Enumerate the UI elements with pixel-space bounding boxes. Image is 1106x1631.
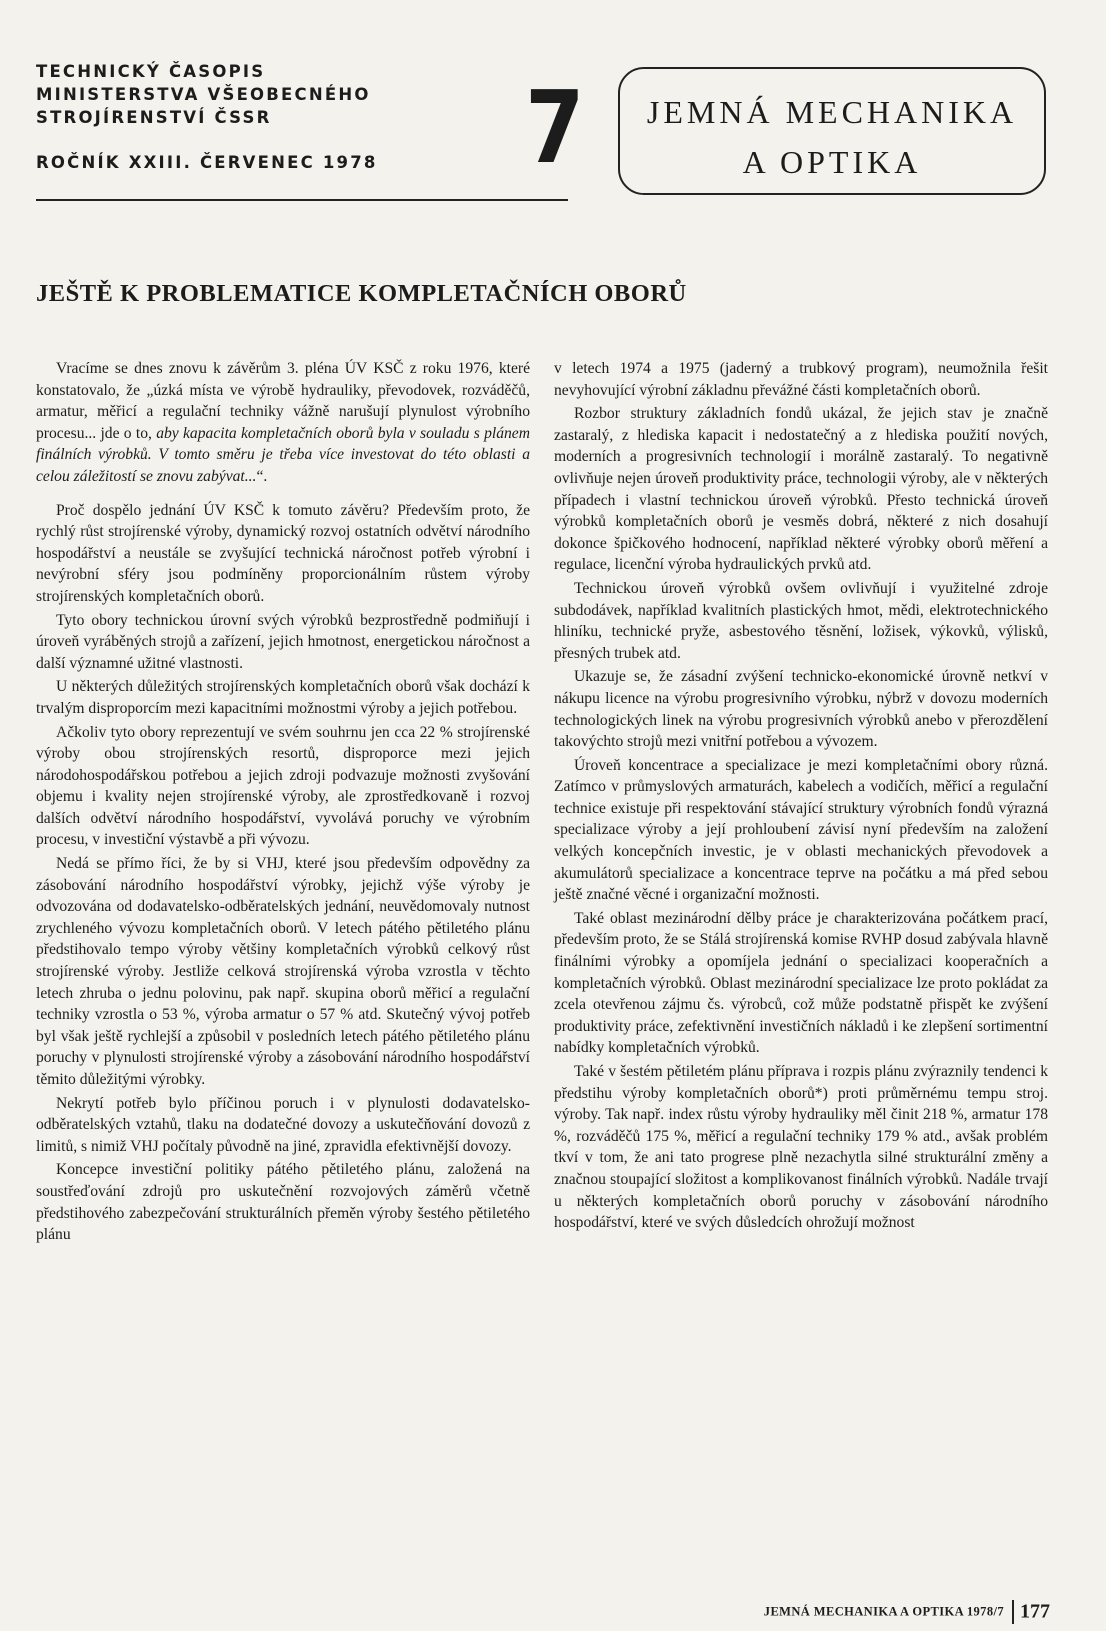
paragraph: Nekrytí potřeb bylo příčinou poruch i v plynulosti dodavatelsko-odběratelských vztahů, tlaku na dodatečné dovozy a uskutečňování dovozů z limitů, s nimiž VHJ počítaly původně na jiné, zpravidla efektivnější dovozy. bbox=[36, 1094, 530, 1155]
masthead-rule bbox=[36, 199, 568, 201]
journal-title-box bbox=[618, 67, 1046, 195]
publisher-line-1: TECHNICKÝ ČASOPIS bbox=[36, 62, 266, 81]
paragraph: Také oblast mezinárodní dělby práce je charakterizována počátkem prací, především proto, že se Stálá strojírenská komise RVHP dosud zabývala hlavně finálními výrobky a opomíjela jednání o specializaci kooperačních a kompletačních výrobků. Oblast mezinárodní specializace lze proto pokládat za zcela otevřenou zájmu čs. výrobců, což může podstatně přispět ke zvýšení produktivity práce, zefektivnění investičních nákladů i ke zlepšení sortimentní nabídky kompletačních výrobků. bbox=[554, 909, 1048, 1057]
intro-quote-italic: aby kapacita kompletačních oborů byla v souladu s plánem finálních výrobků. V tomto směru je třeba více investovat do této oblasti a celou záležitostí se znovu zabývat... bbox=[36, 424, 530, 485]
article-title: JEŠTĚ K PROBLEMATICE KOMPLETAČNÍCH OBORŮ bbox=[36, 280, 687, 307]
issue-number: 7 bbox=[525, 69, 585, 186]
intro-paragraph bbox=[36, 358, 530, 488]
paragraph: Technickou úroveň výrobků ovšem ovlivňují i využitelné zdroje subdodávek, například kvalitních plastických hmot, mědi, elektrotechnického hliníku, technické pryže, asbestového těsnění, ložisek, výkovků, výlisků, přesných trubek atd. bbox=[554, 579, 1048, 662]
journal-title-line-2: A OPTIKA bbox=[742, 144, 922, 180]
footer-journal: JEMNÁ MECHANIKA A OPTIKA 1978/7 bbox=[763, 1604, 1004, 1619]
paragraph: v letech 1974 a 1975 (jaderný a trubkový program), neumožnila řešit nevyhovující výrobní základnu převážné části kompletačních oborů. bbox=[554, 360, 1048, 399]
paragraph: Také v šestém pětiletém plánu příprava i rozpis plánu zvýraznily tendenci k předstihu výroby kompletačních oborů*) proti průměrnému tempu stroj. výroby. Tak např. index růstu výroby hydrauliky měl činit 218 %, armatur 178 %, rozváděčů 175 %, měřicí a regulační techniky 179 % atd., avšak problém tkví v tom, že ani tato progrese plně nezachytla silné strukturální změny a značnou stoupající složitost a komplikovanost finálních výrobků. Nadále trvají u některých kompletačních oborů poruchy v zásobování národního hospodářství, které ve svých důsledcích ohrožují možnost bbox=[554, 1063, 1048, 1232]
paragraph: Proč dospělo jednání ÚV KSČ k tomuto závěru? Především proto, že rychlý růst strojírenské výroby, dynamický rozvoj ostatních odvětví národního hospodářství a neustále se zvyšující technická náročnost potřeb výrobní i nevýrobní sféry jsou podmíněny proporcionálním růstem výroby strojírenských kompletačních oborů. bbox=[36, 501, 530, 605]
paragraph: Ačkoliv tyto obory reprezentují ve svém souhrnu jen cca 22 % strojírenské výroby obou strojírenských resortů, disproporce mezi jejich národohospodářskou potřebou a jejich zdroji podvazuje možnosti zvyšování objemu i kvality nejen strojírenské výroby, ale zprostředkovaně i rozvoj dalších odvětví národního hospodářství, vyvolává poruchy ve výrobním procesu, v investiční výstavbě a při vývozu. bbox=[36, 723, 530, 849]
paragraph: Nedá se přímo říci, že by si VHJ, které jsou především odpovědny za zásobování národního hospodářství výrobky, jejichž výše výroby je odvozována od dodavatelsko-odběratelských jednání, neuvědomovaly nutnost zrychleného vývozu kompletačních oborů. V letech pátého pětiletého plánu předstihovalo tempo výroby většiny kompletačních výrobků celkový růst strojírenské výroby. Jestliže celková strojírenská výroba vzrostla v těchto letech zhruba o jednu polovinu, pak např. skupina oborů měřicí a regulační techniky vzrostla o 53 %, výroba armatur o 57 % atd. Skutečný vývoj potřeb byl však ještě rychlejší a způsobil v posledních letech pátého pětiletého plánu poruchy v plynulosti strojírenské výroby a zásobování národního hospodářství těmito důležitými výrobky. bbox=[36, 855, 530, 1088]
paragraph: U některých důležitých strojírenských kompletačních oborů však dochází k trvalým disproporcím mezi kapacitními možnostmi výroby a jejich potřebou. bbox=[36, 678, 530, 717]
issue-line: ROČNÍK XXIII. ČERVENEC 1978 bbox=[36, 153, 378, 172]
paragraph: Rozbor struktury základních fondů ukázal, že jejich stav je značně zastaralý, z hlediska kapacit i nedostatečný a z hlediska použití nových, moderních a progresivních technologií i morálně zastaralý. To negativně ovlivňuje nejen úroveň produktivity práce, technologii výroby, ale v některých případech i vlastní technickou úroveň výrobků. Přesto technická úroveň výrobků kompletačních oborů je vesměs dobrá, některé z nich dosahují dokonce špičkového hodnocení, například některé výrobky oborů měření a regulace, licenční výroba hydraulických prvků atd. bbox=[554, 405, 1048, 574]
left-column bbox=[36, 358, 530, 1248]
right-column bbox=[554, 358, 1048, 1236]
intro-text-end: “. bbox=[256, 467, 268, 485]
page-number: 177 bbox=[1020, 1600, 1050, 1623]
page-footer bbox=[700, 1600, 1050, 1624]
paragraph: Úroveň koncentrace a specializace je mezi kompletačními obory různá. Zatímco v průmyslových armaturách, kabelech a vodičích, měřicí a regulační technice existuje při respektování stávající struktury výrobních fondů výrazná specializace výroby a její prohloubení závisí nyní především na založení velkých koncepčních investic, je v oblasti mechanických převodovek a akumulátorů specializace a koncentrace teprve na počátku a má před sebou ještě značné věcné i organizační možnosti. bbox=[554, 756, 1048, 904]
publisher-line-3: STROJÍRENSTVÍ ČSSR bbox=[36, 108, 272, 127]
masthead bbox=[36, 60, 556, 174]
paragraph: Ukazuje se, že zásadní zvýšení technicko-ekonomické úrovně netkví v nákupu licence na výrobu progresivního výrobku, nýbrž v dovozu moderních technologických linek na výrobu progresivních výrobků anebo v přerozdělení takovýchto strojů mezi vnitřní potřebou a vývozem. bbox=[554, 668, 1048, 751]
journal-title-line-1: JEMNÁ MECHANIKA bbox=[646, 94, 1018, 130]
paragraph: Koncepce investiční politiky pátého pětiletého plánu, založená na soustřeďování zdrojů pro uskutečnění rozvojových záměrů včetně předstihového zabezpečování strukturálních přeměn výroby šestého pětiletého plánu bbox=[36, 1161, 530, 1244]
paragraph: Tyto obory technickou úrovní svých výrobků bezprostředně podmiňují i úroveň vyráběných strojů a zařízení, jejich hmotnost, energetickou náročnost a další významné užitné vlastnosti. bbox=[36, 611, 530, 672]
footer-separator bbox=[1012, 1600, 1014, 1624]
intro-text: Vracíme se dnes znovu k závěrům 3. pléna ÚV KSČ z roku 1976, které konstatovalo, že „úzká místa ve výrobě hydrauliky, převodovek, rozváděčů, armatur, měřicí a regulační techniky vážně narušují plynulost výrobního procesu... jde o to, bbox=[36, 360, 530, 442]
publisher-line-2: MINISTERSTVA VŠEOBECNÉHO bbox=[36, 85, 371, 104]
